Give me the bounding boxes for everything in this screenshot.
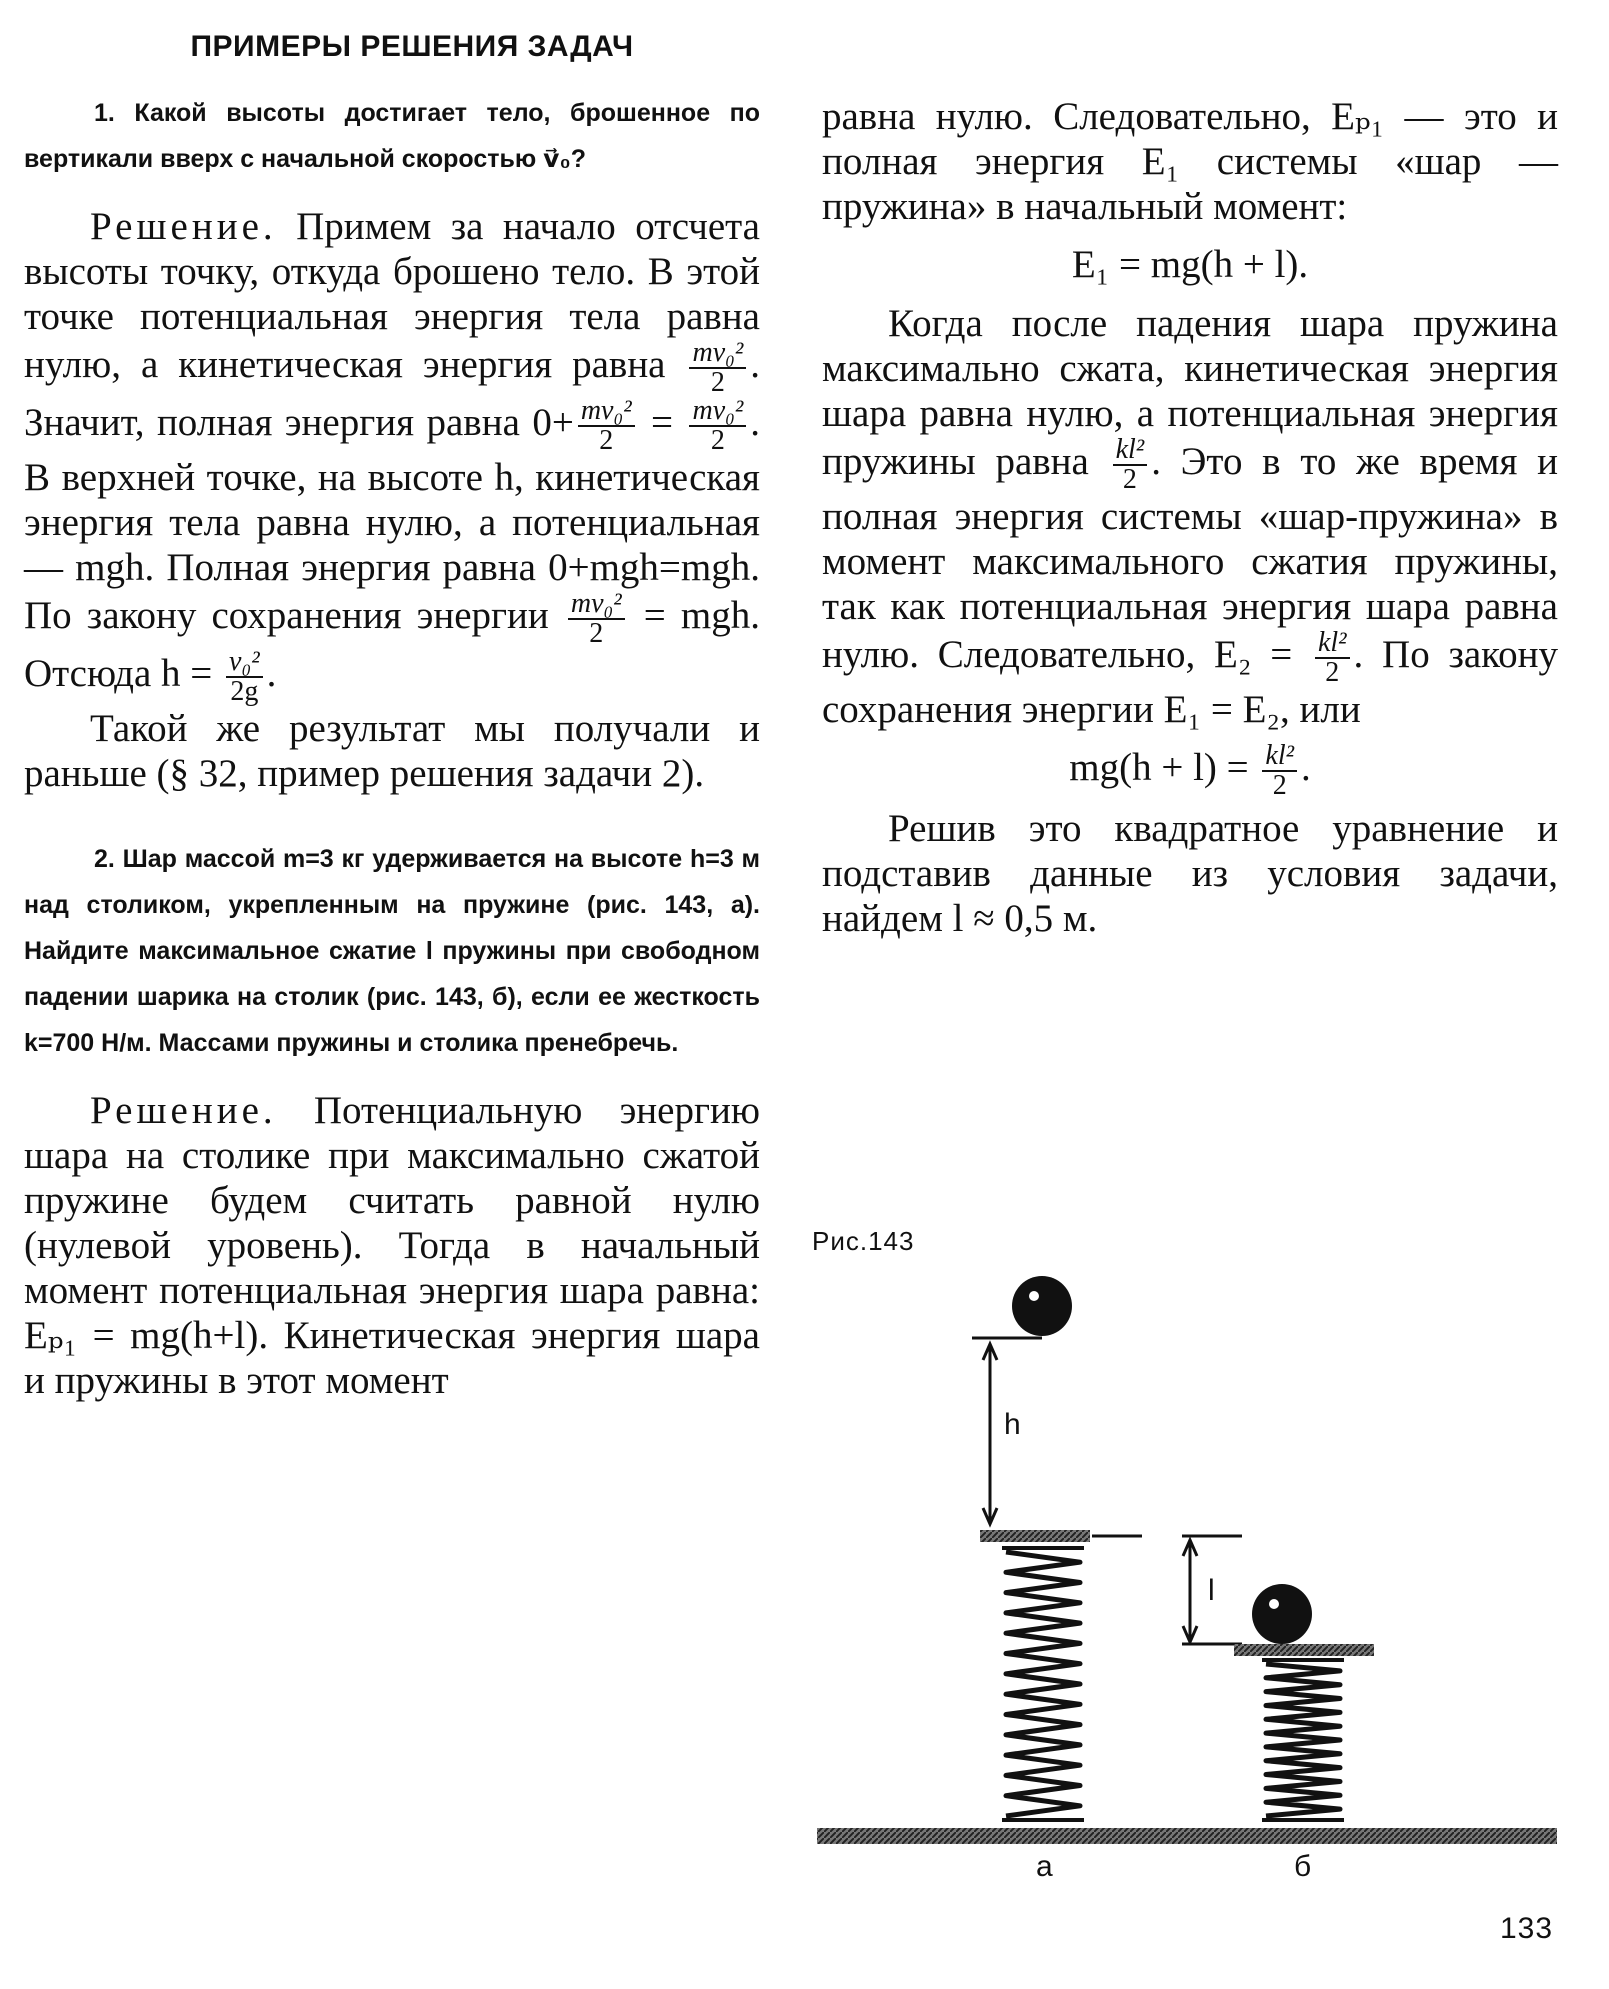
task2-solution: Решение. Потенциальную энергию шара на столике при максимально сжатой пружине будем считать равной нулю (нулевой уровень). Тогда в начальный момент потенциальная энергия шара равна: Eₚ₁ = mg(h+l). Кинетическая энергия шара и пружины в этот момент	[24, 1089, 760, 1402]
fraction-mv2: $\frac{\text{mv₀²}}{2}$	[689, 339, 746, 397]
task1-conclusion: Такой же результат мы получали и раньше (§ 32, пример решения задачи 2).	[24, 707, 760, 795]
figure-caption: Рис.143	[812, 1226, 915, 1256]
fraction-kl2: $\frac{\text{kl²}}{2}$	[1262, 742, 1297, 800]
fraction-mv2: $\frac{\text{mv₀²}}{2}$	[578, 397, 635, 455]
task1-solution-word: Решение.	[90, 205, 277, 248]
page-title: ПРИМЕРЫ РЕШЕНИЯ ЗАДАЧ	[190, 30, 634, 63]
task2-statement: 2. Шар массой m=3 кг удерживается на высоте h=3 м над столиком, укрепленным на пружине (рис. 143, а). Найдите максимальное сжатие l пружины при свободном падении шарика на столик (рис. 143, б), если ее жесткость k=700 Н/м. Массами пружины и столика пренебречь.	[24, 845, 760, 1057]
spring-a	[1006, 1552, 1080, 1816]
task1-statement: 1. Какой высоты достигает тело, брошенное по вертикали вверх с начальной скоростью v⃗₀?	[24, 99, 760, 173]
label-b: б	[1294, 1850, 1312, 1883]
right-column	[822, 94, 1558, 941]
floor	[817, 1828, 1557, 1844]
fraction-kl2: $\frac{\text{kl²}}{2}$	[1315, 629, 1350, 687]
fraction-h: $\frac{\text{v₀²}}{2g}$	[226, 648, 263, 706]
label-a: а	[1036, 1850, 1053, 1883]
task1-solution: Решение. Примем за начало отсчета высоты точку, откуда брошено тело. В этой точке потенциальная энергия тела равна нулю, а кинетическая энергия равна $\frac{\text{mv₀²}}{2}$ . Значит, полная энергия равна 0+ $\frac{\text{mv₀²}}{2}$ = $\frac{\text{mv₀²}}{2}$ . В верхней точке, на высоте h, кинетическая энергия тела равна нулю, а потенциальная — mgh. Полная энергия равна 0+mgh=mgh. По закону сохранения энергии $\frac{\text{mv₀²}}{2}$ = mgh. Отсюда h = $\frac{\text{v₀²}}{2g}$ .	[24, 205, 760, 707]
ball-b	[1252, 1584, 1312, 1644]
task2-continuation: равна нулю. Следовательно, Eₚ₁ — это и полная энергия E₁ системы «шар — пружина» в начальный момент:	[822, 95, 1558, 228]
task2-solution-word: Решение.	[90, 1089, 277, 1132]
label-h: h	[1004, 1408, 1021, 1441]
task2-energy-paragraph: Когда после падения шара пружина максимально сжата, кинетическая энергия шара равна нулю, а потенциальная энергия пружины равна $\frac{\text{kl²}}{2}$ . Это в то же время и полная энергия системы «шар-пружина» в момент максимального сжатия пружины, так как потенциальная энергия шара равна нулю. Следовательно, E₂ = $\frac{\text{kl²}}{2}$ . По закону сохранения энергии E₁ = E₂, или	[822, 302, 1558, 731]
equation-e1: E₁ = mg(h + l).	[1071, 243, 1309, 286]
label-l: l	[1208, 1574, 1215, 1607]
fraction-mv2: $\frac{\text{mv₀²}}{2}$	[689, 397, 746, 455]
table-b	[1234, 1644, 1374, 1656]
left-column	[24, 30, 760, 1403]
table-a	[980, 1530, 1090, 1542]
equation-e2: mg(h + l) = $\frac{\text{kl²}}{2}$ .	[1069, 740, 1311, 802]
figure-143	[812, 1220, 1572, 1900]
page-number: 133	[1500, 1912, 1554, 1945]
task2-answer: Решив это квадратное уравнение и подставив данные из условия задачи, найдем l ≈ 0,5 м.	[822, 807, 1558, 941]
fraction-mv2: $\frac{\text{mv₀²}}{2}$	[568, 590, 625, 648]
ball-a	[1012, 1276, 1072, 1336]
spring-diagram	[812, 1220, 1572, 1900]
fraction-kl2: $\frac{\text{kl²}}{2}$	[1113, 436, 1148, 494]
spring-b	[1266, 1664, 1340, 1816]
